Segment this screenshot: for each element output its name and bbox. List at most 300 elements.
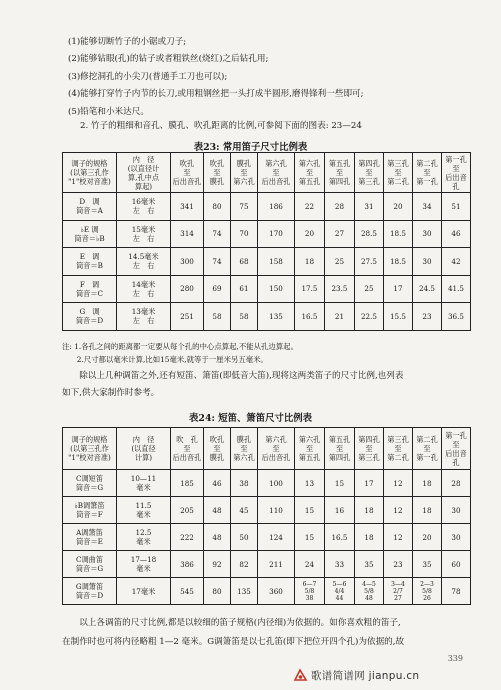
header-line: 第六孔: [233, 453, 255, 462]
value-cell: 20: [384, 193, 413, 221]
value-cell: 25: [325, 248, 355, 276]
value-cell: 15: [295, 497, 325, 524]
cell-line: G 调: [79, 307, 100, 317]
cell-line: 10—11: [130, 474, 157, 483]
header-line: 后出音孔: [445, 448, 467, 467]
table-row: [63, 578, 471, 605]
cell-line: 左 右: [132, 316, 155, 326]
header-line: 第六孔: [298, 159, 321, 168]
value-cell: 22: [295, 193, 325, 221]
value-cell: 21: [325, 303, 355, 331]
header-line: 后出音孔: [261, 453, 291, 462]
value-cell: 70: [231, 220, 258, 248]
value-cell: 24.5: [413, 275, 442, 303]
header-cell: [295, 153, 325, 193]
value-cell: 18: [355, 524, 384, 551]
bore-cell: [117, 193, 171, 221]
header-line: 第二孔: [387, 177, 409, 186]
cell-line: 4—5: [362, 580, 376, 588]
cell-line: 左 右: [132, 206, 155, 216]
value-cell: 46: [204, 470, 231, 497]
bore-cell: [117, 303, 171, 331]
cell-line: 筒音＝♭B: [74, 233, 105, 243]
value-cell: 13: [295, 470, 325, 497]
header-line: 后出音孔: [445, 172, 467, 191]
table-row: [63, 220, 471, 248]
value-cell: 48: [204, 497, 231, 524]
value-cell: 61: [231, 275, 258, 303]
value-cell: 186: [258, 193, 295, 221]
cell-line: 左 右: [132, 288, 155, 298]
cell-line: 毫米: [136, 483, 151, 492]
header-line: 第三孔: [358, 453, 380, 462]
cell-line: 5/8: [364, 587, 374, 595]
value-cell: 135: [258, 303, 295, 331]
header-line: (以第三孔作: [70, 444, 109, 453]
cell-line: 14.5毫米: [128, 252, 159, 262]
value-cell: 30: [413, 220, 442, 248]
list-item: (5)铅笔和小米达尺。: [68, 106, 149, 117]
header-cell: [325, 428, 355, 470]
cell-line: 左 右: [132, 261, 155, 271]
cell-line: 11.5: [135, 501, 152, 510]
header-line: 第五孔: [328, 159, 351, 168]
cell-line: 5—6: [332, 580, 347, 588]
header-line: 第一孔: [416, 177, 438, 186]
value-cell: 23.5: [325, 275, 355, 303]
header-line: 后出音孔: [172, 177, 202, 186]
cell-line: 3—4: [391, 580, 405, 588]
value-cell: 18: [295, 248, 325, 276]
value-cell: 100: [258, 470, 295, 497]
value-cell: 17: [355, 470, 384, 497]
value-cell: 74: [204, 248, 231, 276]
cell-line: 毫米: [136, 510, 151, 519]
cell-line: 2/7: [393, 587, 403, 595]
key-cell: [63, 248, 117, 276]
paragraph-line: 在制作时也可将内径略粗 1—2 毫米。G调箫笛是以七孔笛(即下把位开四个孔)为依据的,故: [62, 637, 405, 647]
value-cell: 28.5: [355, 220, 384, 248]
header-line: 算起): [134, 181, 153, 191]
cell-line: 13毫米: [131, 307, 156, 317]
value-cell: 92: [204, 551, 231, 578]
header-line: 调子的规格: [71, 159, 108, 168]
header-line: 第二孔: [387, 453, 409, 462]
table1-notes: [62, 340, 298, 366]
cell-line: A调箫笛: [76, 528, 103, 537]
value-cell: 27: [325, 220, 355, 248]
value-cell: 170: [258, 220, 295, 248]
value-cell: 50: [231, 524, 258, 551]
value-cell: 314: [171, 220, 204, 248]
header-line: 第五孔: [328, 435, 351, 444]
value-cell: 12: [384, 524, 413, 551]
header-cell: [413, 153, 442, 193]
header-line: 第一孔: [445, 430, 467, 440]
intro-paragraph: 2. 竹子的粗细和音孔、膜孔、吹孔距离的比例,可参阅下面的图表: 23—24: [80, 121, 362, 131]
key-cell: [63, 193, 117, 221]
value-cell: 58: [204, 303, 231, 331]
header-line: 至: [183, 168, 191, 177]
value-cell: 33: [325, 551, 355, 578]
cell-line: 毫米: [136, 564, 151, 573]
table2-header-row: [63, 428, 471, 470]
cell-line: E 调: [79, 252, 100, 262]
value-cell: 17: [384, 275, 413, 303]
table-row: [63, 524, 471, 551]
value-cell: 110: [258, 497, 295, 524]
value-cell: 15.5: [384, 303, 413, 331]
value-cell: 545: [171, 578, 204, 605]
header-line: 第三孔: [358, 177, 380, 186]
header-line: "1"校对音准): [68, 177, 111, 186]
cell-line: 左 右: [132, 233, 155, 243]
value-cell: 48: [204, 524, 231, 551]
value-cell: 386: [171, 551, 204, 578]
bore-cell: [117, 497, 171, 524]
value-cell: 211: [258, 551, 295, 578]
list-item: (1)能够切断竹子的小锯或刀子;: [68, 37, 187, 47]
cell-line: 15毫米: [131, 224, 156, 234]
value-cell: 360: [258, 578, 295, 605]
cell-line: 2—3: [420, 580, 434, 588]
bore-cell: [117, 275, 171, 303]
value-cell: 82: [231, 551, 258, 578]
value-cell: 28: [442, 470, 471, 497]
header-line: 膜孔: [209, 177, 225, 186]
note-line: 注: 1.各孔之间的距离都一定要从每个孔的中心点算起,不能从孔边算起。: [62, 342, 298, 351]
header-line: 第五孔: [298, 177, 321, 186]
cell-line: 4/4: [334, 587, 345, 595]
cell-line: 筒音＝C: [75, 288, 104, 298]
header-line: 吹孔: [179, 159, 195, 168]
table-row: [63, 248, 471, 276]
header-line: "1"校对音准): [68, 453, 111, 462]
value-cell: 74: [204, 220, 231, 248]
table2-body: [63, 470, 471, 605]
header-line: 第六孔: [265, 159, 287, 168]
value-cell: 35: [413, 551, 442, 578]
cell-line: 17毫米: [131, 586, 156, 596]
header-cell: [231, 153, 258, 193]
cell-line: 筒音＝G: [75, 483, 104, 492]
header-line: 内 径: [132, 435, 155, 444]
header-line: 调子的规格: [71, 435, 108, 444]
header-line: 至: [183, 444, 191, 453]
value-cell: 16.5: [295, 303, 325, 331]
value-cell: 16: [325, 497, 355, 524]
value-cell: 46: [442, 220, 471, 248]
value-cell: 28: [325, 193, 355, 221]
value-cell: 60: [442, 551, 471, 578]
cell-line: 14毫米: [131, 279, 156, 289]
value-cell: 17.5: [295, 275, 325, 303]
header-line: 第二孔: [416, 159, 438, 168]
header-line: 至: [305, 444, 314, 453]
value-cell: 158: [258, 248, 295, 276]
cell-line: 48: [365, 594, 373, 602]
header-line: 膜孔: [236, 435, 252, 444]
header-line: 后出音孔: [261, 177, 291, 186]
cell-line: F 调: [79, 279, 100, 289]
header-line: 第三孔: [387, 159, 409, 168]
value-cell: 45: [231, 497, 258, 524]
header-cell: [384, 153, 413, 193]
table-23: [62, 152, 471, 331]
list-item: (4)能够打穿竹子内节的长刀,或用粗钢丝把一头打成半圆形,磨得锋利一些即可;: [68, 89, 364, 100]
table-row: [63, 303, 471, 331]
header-line: 第五孔: [298, 453, 321, 462]
key-cell: [63, 578, 117, 605]
value-cell: 68: [231, 248, 258, 276]
value-cell: 78: [442, 578, 471, 605]
header-line: 吹孔: [209, 435, 225, 444]
table-row: [63, 193, 471, 221]
cell-line: 26: [423, 594, 431, 602]
value-cell: 36.5: [442, 303, 471, 331]
value-cell: 41.5: [442, 275, 471, 303]
cell-line: C调曲笛: [75, 555, 104, 564]
header-line: 至: [365, 168, 373, 177]
cell-line: 12.5: [135, 528, 152, 537]
header-line: 至: [423, 168, 431, 177]
header-cell: [295, 428, 325, 470]
value-cell: [384, 578, 413, 605]
header-cell: [325, 153, 355, 193]
value-cell: 30: [442, 524, 471, 551]
header-line: 膜孔: [209, 453, 225, 462]
table1-header-row: [63, 153, 471, 193]
bore-cell: [117, 578, 171, 605]
header-cell: [442, 428, 471, 470]
header-line: 至: [335, 168, 344, 177]
bore-cell: [117, 470, 171, 497]
value-cell: 205: [171, 497, 204, 524]
cell-line: 16毫米: [131, 197, 156, 207]
header-cell: [413, 428, 442, 470]
value-cell: 280: [171, 275, 204, 303]
header-line: 第六孔: [298, 435, 321, 444]
header-line: 至: [272, 444, 280, 453]
header-line: 至: [365, 444, 373, 453]
cell-line: 筒音＝A: [76, 206, 103, 216]
value-cell: 15: [295, 524, 325, 551]
key-cell: [63, 551, 117, 578]
header-cell: [117, 153, 171, 193]
header-line: 第一孔: [416, 453, 438, 462]
closing-paragraph: [62, 614, 404, 652]
cell-line: 筒音＝G: [75, 564, 104, 573]
cell-line: 筒音＝D: [75, 591, 104, 600]
value-cell: 27.5: [355, 248, 384, 276]
value-cell: 80: [204, 578, 231, 605]
header-line: 第四孔: [328, 453, 351, 462]
value-cell: 51: [442, 193, 471, 221]
header-line: 第六孔: [265, 435, 287, 444]
header-line: 计算): [134, 453, 153, 462]
value-cell: 42: [442, 248, 471, 276]
cell-line: D 调: [79, 197, 100, 207]
key-cell: [63, 497, 117, 524]
header-line: 至: [452, 163, 460, 173]
header-line: 至: [394, 444, 402, 453]
header-cell: [204, 428, 231, 470]
table-row: [63, 551, 471, 578]
value-cell: 23: [384, 551, 413, 578]
header-cell: [355, 153, 384, 193]
cell-line: 6—7: [302, 580, 317, 588]
header-line: 第四孔: [358, 159, 380, 168]
cell-line: 27: [394, 594, 402, 602]
value-cell: 35: [355, 551, 384, 578]
header-cell: [258, 153, 295, 193]
value-cell: 23: [413, 303, 442, 331]
watermark-logo-icon: [293, 668, 308, 682]
header-line: 吹孔: [209, 159, 225, 168]
value-cell: 16.5: [325, 524, 355, 551]
page-number: 339: [447, 654, 463, 663]
value-cell: [325, 578, 355, 605]
header-line: (以直径: [131, 444, 156, 453]
list-item: (2)能够钻眼(孔)的钻子或者粗铁丝(烧红)之后钻孔用;: [68, 54, 269, 65]
cell-line: 17—18: [130, 555, 157, 564]
header-line: (以直径计: [127, 163, 160, 173]
header-cell: [355, 428, 384, 470]
value-cell: 25: [355, 275, 384, 303]
value-cell: 18: [413, 497, 442, 524]
value-cell: 20: [295, 220, 325, 248]
table1-body: [63, 193, 471, 331]
middle-paragraph: [62, 368, 403, 401]
bore-cell: [117, 220, 171, 248]
watermark: [293, 668, 419, 683]
list-item: (3)修挖洞孔的小尖刀(普通手工刀也可以);: [68, 71, 228, 82]
header-line: 第二孔: [416, 435, 438, 444]
paragraph-line: 除以上几种调笛之外,还有短笛、箫笛(即低音大笛),现将这两类笛子的尺寸比例,也列表: [62, 371, 404, 381]
value-cell: 30: [442, 497, 471, 524]
table1-caption: 表23: 常用笛子尺寸比例表: [193, 142, 308, 153]
cell-line: 筒音＝B: [76, 261, 103, 271]
cell-line: 筒音＝F: [76, 510, 103, 519]
value-cell: 34: [413, 193, 442, 221]
value-cell: 185: [171, 470, 204, 497]
value-cell: 22.5: [355, 303, 384, 331]
table2-caption: 表24: 短笛、箫笛尺寸比例表: [189, 413, 312, 424]
paragraph-line: 如下,供大家制作时参考。: [62, 387, 160, 398]
header-cell: [442, 153, 471, 193]
value-cell: [355, 578, 384, 605]
header-line: 膜孔: [236, 159, 252, 168]
header-cell: [384, 428, 413, 470]
value-cell: 18.5: [384, 220, 413, 248]
cell-line: 44: [335, 594, 344, 602]
header-line: 至: [213, 444, 221, 453]
cell-line: ♭E 调: [80, 224, 99, 234]
key-cell: [63, 524, 117, 551]
value-cell: [413, 578, 442, 605]
value-cell: 15: [325, 470, 355, 497]
header-line: 第四孔: [358, 435, 380, 444]
cell-line: G调箫笛: [75, 582, 104, 591]
header-cell: [171, 153, 204, 193]
header-line: 至: [240, 444, 248, 453]
value-cell: 124: [258, 524, 295, 551]
header-line: 第六孔: [233, 177, 255, 186]
value-cell: 31: [355, 193, 384, 221]
header-line: 算,孔中点: [127, 172, 160, 182]
table-row: [63, 275, 471, 303]
value-cell: 20: [413, 524, 442, 551]
value-cell: 300: [171, 248, 204, 276]
header-cell: [117, 428, 171, 470]
table-row: [63, 470, 471, 497]
value-cell: 135: [231, 578, 258, 605]
cell-line: C调短笛: [75, 474, 104, 483]
header-line: 至: [240, 168, 248, 177]
cell-line: 5/8: [304, 587, 315, 595]
bore-cell: [117, 248, 171, 276]
key-cell: [63, 303, 117, 331]
header-line: 至: [213, 168, 221, 177]
header-line: 第三孔: [387, 435, 409, 444]
value-cell: 251: [171, 303, 204, 331]
header-line: 第一孔: [445, 154, 467, 164]
bore-cell: [117, 551, 171, 578]
header-line: (以第三孔作: [70, 168, 109, 177]
value-cell: 222: [171, 524, 204, 551]
tool-list: [68, 34, 468, 121]
value-cell: 341: [171, 193, 204, 221]
value-cell: 150: [258, 275, 295, 303]
value-cell: 24: [295, 551, 325, 578]
header-cell: [171, 428, 204, 470]
header-cell: [231, 428, 258, 470]
note-line: 2.尺寸都以毫米计算,比如15毫米,就等于一厘米另五毫米。: [62, 355, 268, 364]
header-cell: [204, 153, 231, 193]
value-cell: 12: [384, 470, 413, 497]
cell-line: ♭B调箫笛: [74, 501, 105, 510]
header-line: 至: [335, 444, 344, 453]
value-cell: 30: [413, 248, 442, 276]
header-line: 至: [394, 168, 402, 177]
header-line: 至: [423, 444, 431, 453]
header-line: 至: [272, 168, 280, 177]
table-24: [62, 427, 471, 605]
value-cell: 58: [231, 303, 258, 331]
value-cell: [295, 578, 325, 605]
cell-line: 毫米: [136, 537, 151, 546]
bore-cell: [117, 524, 171, 551]
value-cell: 69: [204, 275, 231, 303]
header-line: 内 径: [132, 154, 155, 164]
header-line: 至: [452, 439, 460, 449]
value-cell: 18: [355, 497, 384, 524]
paragraph-line: 以上各调笛的尺寸比例,都是以较细的笛子规格(内径细)为依据的。如你喜欢粗的笛子,: [62, 618, 401, 628]
key-cell: [63, 470, 117, 497]
header-cell: [258, 428, 295, 470]
header-line: 第四孔: [328, 177, 351, 186]
value-cell: 18: [413, 470, 442, 497]
header-line: 后出音孔: [172, 453, 202, 462]
cell-line: 筒音＝D: [75, 316, 104, 326]
cell-line: 5/8: [422, 587, 432, 595]
key-cell: [63, 275, 117, 303]
cell-line: 38: [305, 594, 314, 602]
value-cell: 80: [204, 193, 231, 221]
watermark-text: 歌谱简谱网 jianpu.cn: [311, 670, 420, 682]
table-row: [63, 497, 471, 524]
key-cell: [63, 220, 117, 248]
